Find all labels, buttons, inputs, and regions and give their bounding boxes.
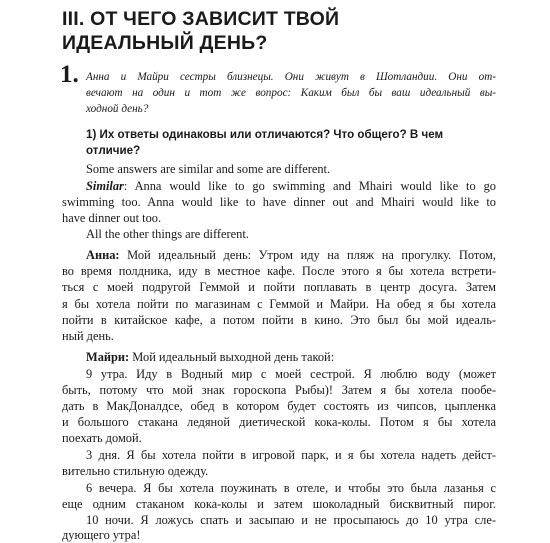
mairi-line-5: и большого стакана ледяной диетической кока-колы. Потом я бы хотела bbox=[62, 415, 496, 429]
anna-line-1 bbox=[86, 247, 496, 263]
section-heading-line-2: ИДЕАЛЬНЫЙ ДЕНЬ? bbox=[62, 32, 268, 54]
anna-line-6: ный день. bbox=[62, 329, 114, 343]
section-heading-line-1: III. ОТ ЧЕГО ЗАВИСИТ ТВОЙ bbox=[62, 8, 340, 30]
mairi-line-12: дующего утра! bbox=[62, 528, 141, 542]
mairi-line-10: еще одним стаканом кока-колы и затем шоколадный бисквитный пирог. bbox=[62, 497, 496, 511]
instruction-line-3: ходной день? bbox=[86, 103, 149, 115]
answer-line-5: All the other things are different. bbox=[86, 227, 249, 241]
answer-line-2-rest: : Anna would like to go swimming and Mhairi would like to go bbox=[123, 179, 496, 193]
mairi-line-3: быть, потому что мой знак гороскопа Рыбы)! Затем я бы хотела пообе- bbox=[62, 383, 496, 397]
mairi-line-1-rest: Мой идеальный выходной день такой: bbox=[129, 350, 335, 364]
similar-label: Similar bbox=[86, 179, 124, 193]
mairi-line-8: вительно стильную одежду. bbox=[62, 464, 209, 478]
mairi-line-6: поехать домой. bbox=[62, 431, 142, 445]
anna-line-1-rest: Мой идеальный день: Утром иду на пляж на прогулку. Потом, bbox=[119, 248, 496, 262]
anna-line-2: во время полдника, иду в местное кафе. После этого я бы хотела встрети- bbox=[62, 264, 496, 278]
answer-line-2 bbox=[86, 178, 496, 194]
question-line-2: отличие? bbox=[86, 144, 141, 157]
exercise-number: 1. bbox=[60, 61, 79, 88]
anna-label: Анна: bbox=[86, 248, 120, 262]
anna-line-3: ться с моей подругой Геммой и пойти поплавать в центр досуга. Затем bbox=[62, 280, 496, 294]
mairi-line-2: 9 утра. Иду в Водный мир с моей сестрой. Я люблю воду (может bbox=[86, 367, 496, 381]
mairi-line-7: 3 дня. Я бы хотела пойти в игровой парк, и я бы хотела надеть дейст- bbox=[86, 448, 496, 462]
mairi-line-9: 6 вечера. Я бы хотела поужинать в отеле, и чтобы это была лазанья с bbox=[86, 481, 496, 495]
anna-line-4: я бы хотела пойти по магазинам с Геммой и Майри. На обед я бы хотела bbox=[62, 297, 496, 311]
instruction-line-2: вечают на один и тот же вопрос: Каким был бы ваш идеальный вы- bbox=[86, 87, 496, 99]
mairi-line-11: 10 ночи. Я ложусь спать и засыпаю и не просыпаюсь до 10 утра сле- bbox=[86, 513, 496, 527]
exercise-instruction bbox=[86, 69, 496, 117]
instruction-line-1: Анна и Майри сестры близнецы. Они живут в Шотландии. Они от- bbox=[86, 71, 496, 83]
mairi-label: Майри: bbox=[86, 350, 130, 364]
mairi-line-1 bbox=[86, 349, 496, 365]
mairi-line-4: дать в МакДоналдсе, обед в котором будет состоять из чипсов, цыпленка bbox=[62, 399, 496, 413]
anna-line-5: пойти в китайское кафе, а потом пойти в кино. Это был бы мой идеаль- bbox=[62, 313, 496, 327]
answer-line-4: have dinner out too. bbox=[62, 211, 162, 225]
answer-line-1: Some answers are similar and some are different. bbox=[86, 162, 331, 176]
question-line-1: 1) Их ответы одинаковы или отличаются? Что общего? В чем bbox=[86, 128, 444, 141]
section-heading bbox=[62, 7, 532, 55]
answer-line-3: swimming too. Anna would like to have dinner out and Mhairi would like to bbox=[62, 195, 496, 209]
